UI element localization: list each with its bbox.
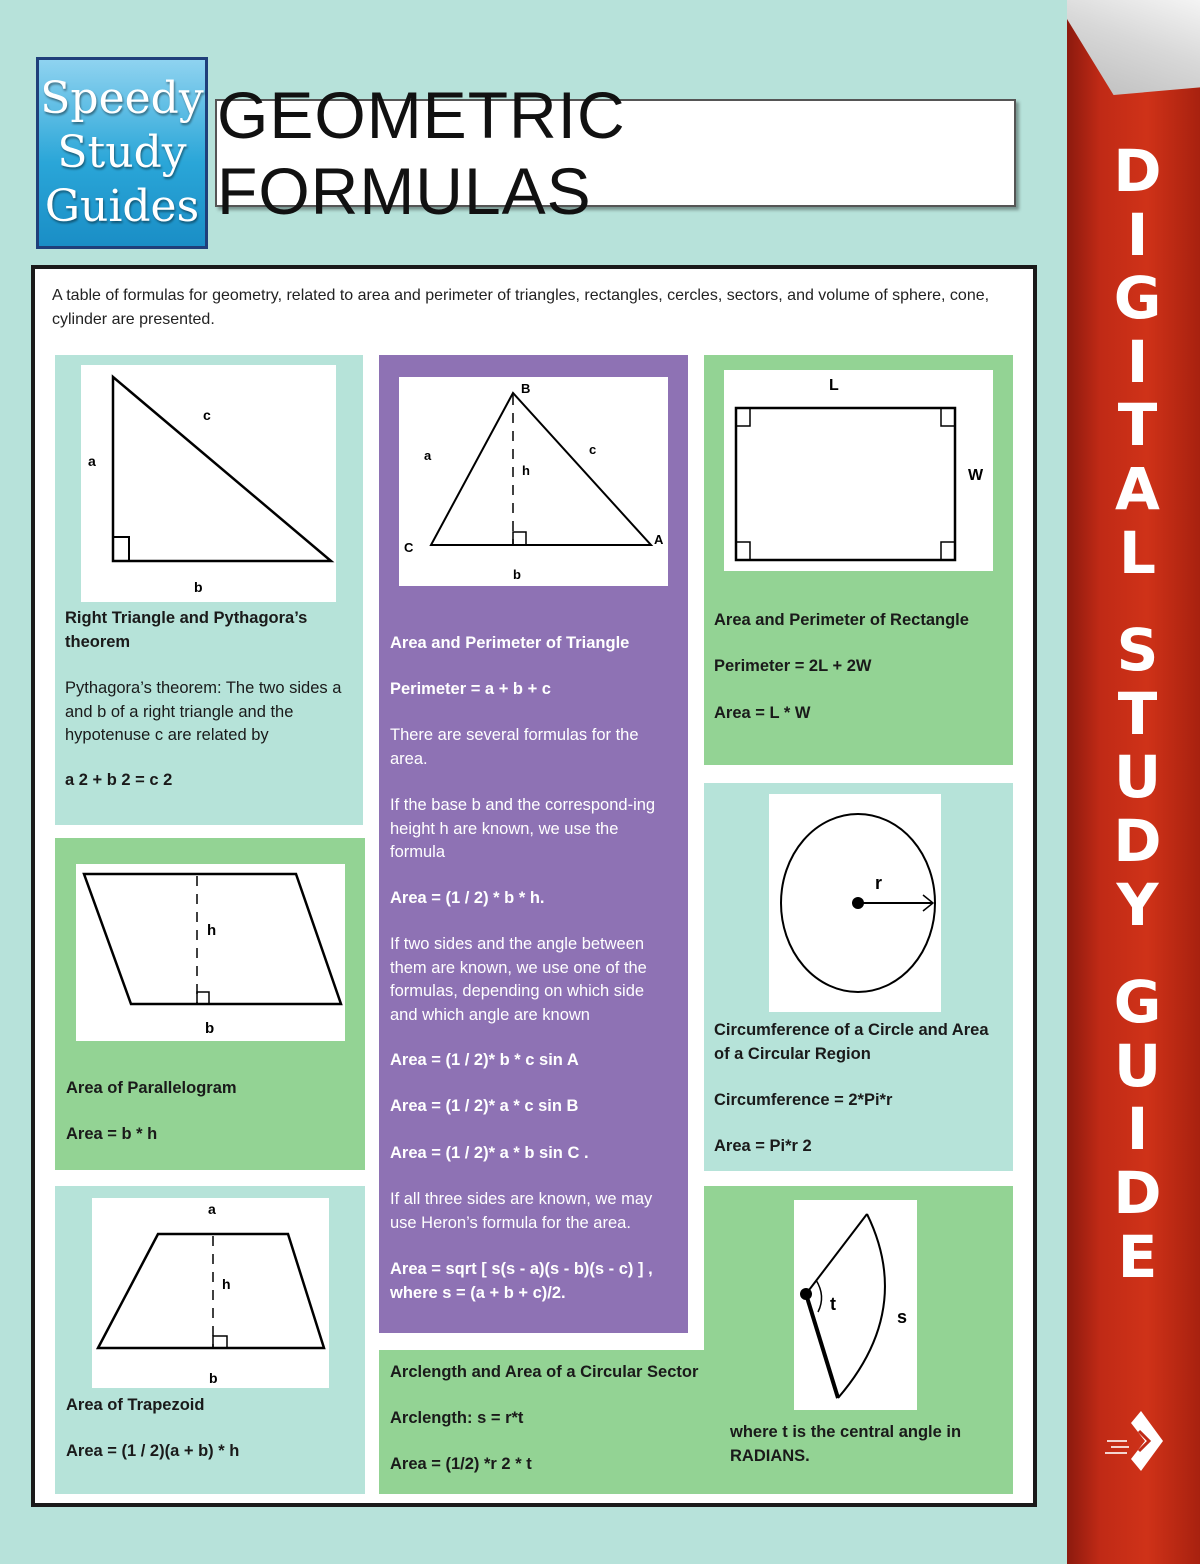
triangle-text-3: If two sides and the angle between them are known, we use one of the formulas, depending on which side and which angle are known — [390, 935, 647, 1024]
radius-r-label: r — [875, 873, 883, 893]
side-a-label: a — [88, 453, 96, 469]
trapezoid-heading: Area of Trapezoid — [66, 1396, 205, 1414]
side-c-label: c — [203, 407, 211, 423]
top-a-label: a — [208, 1201, 216, 1217]
sector-figure — [794, 1200, 917, 1410]
logo-line-2: Study — [57, 127, 187, 178]
ribbon-letter: I — [1126, 1095, 1149, 1164]
pythagoras-formula: a 2 + b 2 = c 2 — [65, 771, 173, 789]
triangle-area-formula-3: Area = (1 / 2)* a * c sin B — [390, 1097, 579, 1115]
parallelogram-figure — [76, 864, 345, 1041]
right-triangle-figure — [81, 365, 336, 602]
triangle-figure — [399, 377, 668, 586]
triangle-area-formula-2: Area = (1 / 2)* b * c sin A — [390, 1051, 579, 1069]
ribbon-label — [1100, 137, 1175, 1291]
trapezoid-area: Area = (1 / 2)(a + b) * h — [66, 1442, 240, 1460]
ribbon-letter: D — [1113, 137, 1162, 205]
ribbon-letter: I — [1126, 200, 1149, 269]
width-w-label: W — [968, 467, 984, 484]
ribbon-letter: Y — [1116, 870, 1159, 939]
parallelogram-heading: Area of Parallelogram — [66, 1079, 237, 1097]
heron-formula: Area = sqrt [ s(s - a)(s - b)(s - c) ] , where s = (a + b + c)/2. — [390, 1260, 653, 1302]
sector-arclength: Arclength: s = r*t — [390, 1409, 524, 1427]
page-title: GEOMETRIC FORMULAS — [215, 99, 1016, 207]
sector-note: where t is the central angle in RADIANS. — [730, 1423, 962, 1465]
sector-heading: Arclength and Area of a Circular Sector — [390, 1363, 699, 1381]
ribbon-letter: A — [1115, 454, 1160, 523]
logo-line-1: Speedy — [40, 73, 204, 124]
triangle-area-formula-4: Area = (1 / 2)* a * b sin C . — [390, 1144, 589, 1162]
vertex-b-label: B — [521, 381, 531, 396]
triangle-text-4: If all three sides are known, we may use Heron’s formula for the area. — [390, 1190, 653, 1232]
triangle-perimeter: Perimeter = a + b + c — [390, 680, 551, 698]
rectangle-figure — [724, 370, 993, 571]
height-h-label: h — [522, 463, 530, 478]
ribbon-letter: T — [1117, 679, 1158, 748]
brand-logo — [36, 57, 208, 249]
height-h-label: h — [222, 1276, 231, 1292]
rectangle-heading: Area and Perimeter of Rectangle — [714, 611, 969, 629]
angle-t-label: t — [830, 1294, 836, 1314]
ribbon-letter: G — [1113, 968, 1162, 1037]
ribbon-letter: D — [1113, 1158, 1162, 1227]
trapezoid-figure — [92, 1198, 329, 1388]
side-b-label: b — [194, 579, 203, 595]
height-h-label: h — [207, 922, 217, 939]
side-c-label: c — [589, 442, 597, 457]
arc-s-label: s — [897, 1307, 908, 1327]
rectangle-area: Area = L * W — [714, 704, 811, 722]
parallelogram-area: Area = b * h — [66, 1125, 158, 1143]
base-b-label: b — [205, 1020, 215, 1037]
circle-circumference: Circumference = 2*Pi*r — [714, 1091, 893, 1109]
ribbon-letter: U — [1113, 743, 1162, 812]
logo-line-3: Guides — [44, 181, 200, 232]
circle-figure — [769, 794, 941, 1012]
ribbon-letter: G — [1113, 264, 1162, 333]
circle-area: Area = Pi*r 2 — [714, 1137, 812, 1155]
base-b-label: b — [513, 567, 521, 582]
base-b-label: b — [209, 1370, 218, 1386]
ribbon-letter: L — [1119, 518, 1156, 587]
intro-text: A table of formulas for geometry, related to area and perimeter of triangles, rectangles, cercles, sectors, and volume of sphere, cone, cylinder are presented. — [52, 287, 990, 328]
right-triangle-heading: Right Triangle and Pythagora’s theorem — [65, 609, 308, 651]
side-a-label: a — [424, 448, 432, 463]
ribbon-letter: U — [1113, 1031, 1162, 1100]
circle-heading: Circumference of a Circle and Area of a Circular Region — [714, 1021, 989, 1063]
sector-area: Area = (1/2) *r 2 * t — [390, 1455, 532, 1473]
right-triangle-body: Pythagora’s theorem: The two sides a and b of a right triangle and the hypotenuse c are related by — [65, 679, 342, 744]
ribbon-letter: S — [1116, 616, 1159, 685]
triangle-text-1: There are several formulas for the area. — [390, 726, 639, 768]
triangle-heading: Area and Perimeter of Triangle — [390, 634, 630, 652]
triangle-area-formula-1: Area = (1 / 2) * b * h. — [390, 889, 545, 907]
rectangle-perimeter: Perimeter = 2L + 2W — [714, 657, 872, 675]
ribbon-letter: D — [1113, 806, 1162, 875]
length-l-label: L — [829, 377, 839, 394]
ribbon-letter: I — [1126, 327, 1149, 396]
triangle-text-2: If the base b and the correspond-ing height h are known, we use the formula — [390, 796, 656, 861]
vertex-a-label: A — [654, 532, 664, 547]
vertex-c-label: C — [404, 540, 414, 555]
book-logo-icon — [1105, 1405, 1165, 1475]
ribbon-letter: E — [1117, 1222, 1158, 1291]
ribbon-letter: T — [1117, 391, 1158, 460]
